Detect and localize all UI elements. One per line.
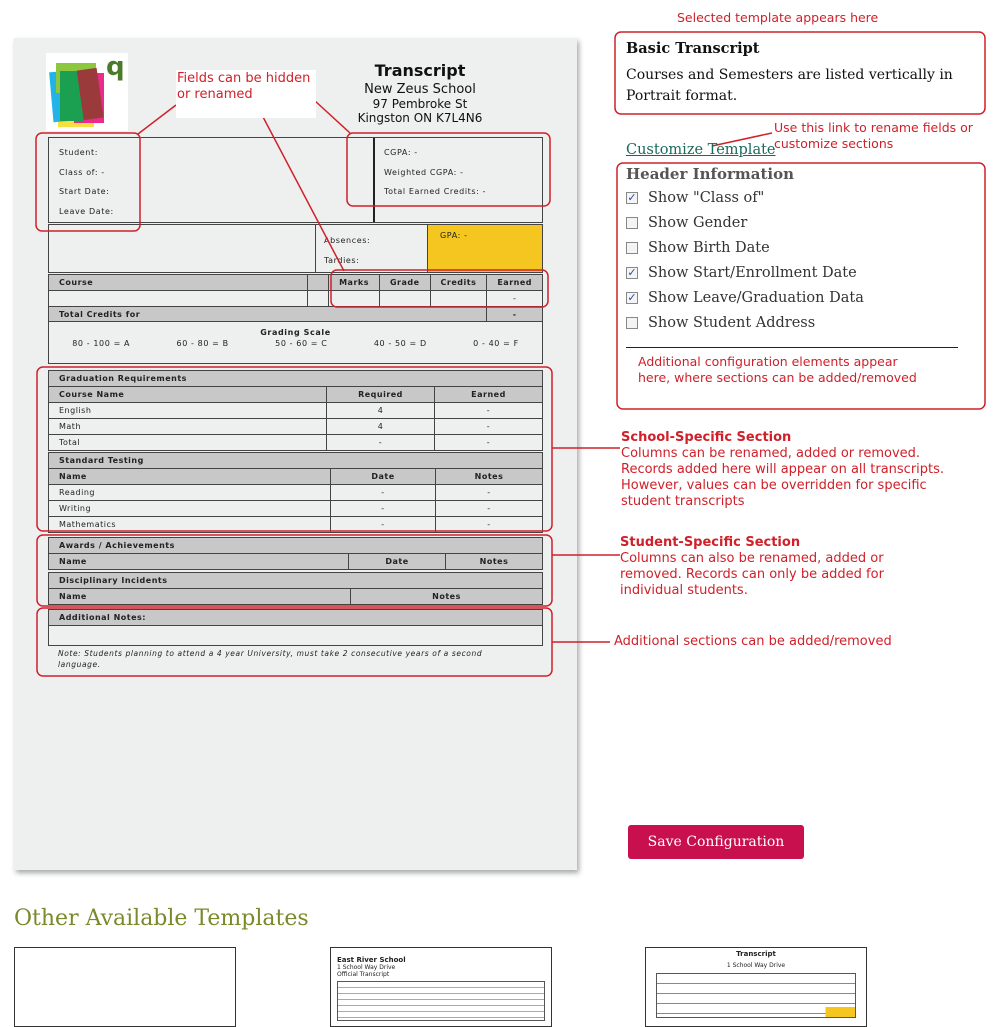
earned-value: - (487, 291, 543, 307)
selected-annotation: Selected template appears here (677, 10, 879, 25)
column-header: Required (327, 387, 435, 403)
column-header: Date (349, 554, 446, 570)
school-address-1: 97 Pembroke St (372, 97, 468, 111)
annotation-title: Student-Specific Section (620, 535, 801, 550)
cell: Math (49, 419, 327, 435)
marks-header: Marks (329, 275, 380, 291)
annotation-title: School-Specific Section (621, 430, 792, 445)
cell: - (436, 517, 543, 533)
course-header: Course (49, 275, 308, 291)
annotation-text: Columns can be renamed, added or removed. Records added here will appear on all transcripts. However, values can be overridden for specific student transcripts (621, 446, 945, 509)
header-information (626, 165, 966, 386)
config-annotation: Additional configuration elements appear here, where sections can be added/removed (638, 354, 917, 385)
leave-date-field: Leave Date: (59, 206, 114, 216)
customize-annotation: Use this link to rename fields or customize sections (774, 120, 973, 151)
column-header: Notes (351, 589, 543, 605)
total-credits-value: - (487, 307, 543, 323)
total-earned-credits-field: Total Earned Credits: - (384, 187, 487, 196)
header-option[interactable] (626, 260, 966, 285)
cell: - (331, 517, 436, 533)
customize-template-link[interactable]: Customize Template (626, 142, 776, 158)
save-configuration-button[interactable]: Save Configuration (628, 825, 804, 859)
fields-annotation: Fields can be hidden or renamed (176, 70, 316, 118)
school-name: New Zeus School (364, 82, 476, 97)
cell: Writing (49, 501, 331, 517)
student-field: Student: (59, 148, 98, 157)
column-header: Course Name (49, 387, 327, 403)
cell: - (435, 403, 543, 419)
total-credits-label: Total Credits for (49, 307, 487, 323)
grade-a: 80 - 100 = A (72, 339, 131, 348)
cell: Reading (49, 485, 331, 501)
header-information-title: Header Information (626, 165, 795, 183)
cell: English (49, 403, 327, 419)
header-option-label: Show Student Address (648, 314, 816, 331)
column-header: Earned (435, 387, 543, 403)
header-option-label: Show Birth Date (648, 239, 770, 256)
earned-header: Earned (487, 275, 543, 291)
start-date-field: Start Date: (59, 187, 110, 196)
cell: 4 (327, 403, 435, 419)
checkbox-checked[interactable]: ✓ (627, 265, 637, 279)
svg-text:q: q (106, 53, 125, 82)
cgpa-field: CGPA: - (384, 148, 418, 157)
cell: - (435, 419, 543, 435)
section-title: Additional Notes: (49, 610, 543, 626)
template-thumbnail-2[interactable] (330, 947, 552, 1027)
header-option[interactable] (626, 310, 966, 335)
template-thumbnail-3[interactable] (645, 947, 867, 1027)
class-of-field: Class of: - (59, 167, 105, 177)
grade-b: 60 - 80 = B (176, 339, 229, 348)
column-header: Name (49, 469, 331, 485)
column-header: Notes (436, 469, 543, 485)
cell: Total (49, 435, 327, 451)
grade-f: 0 - 40 = F (473, 339, 519, 348)
column-header: Name (49, 589, 351, 605)
other-templates-title: Other Available Templates (14, 906, 309, 931)
thumb-line: 1 School Way Drive (726, 962, 786, 969)
annotation-text: Columns can also be renamed, added or removed. Records can only be added for individual students. (620, 551, 884, 598)
header-option[interactable] (626, 185, 966, 210)
thumb-school: East River School (337, 956, 406, 964)
grade-d: 40 - 50 = D (373, 339, 427, 348)
cell: - (435, 435, 543, 451)
checkbox-checked[interactable]: ✓ (627, 190, 637, 204)
transcript-title: Transcript (374, 61, 466, 80)
header-option-label: Show Start/Enrollment Date (648, 264, 857, 281)
selected-template (626, 40, 976, 107)
checkbox-checked[interactable]: ✓ (627, 290, 637, 304)
additional-annotation: Additional sections can be added/removed (614, 634, 892, 649)
gpa-field: GPA: - (440, 231, 468, 240)
student-specific-annotation (620, 535, 910, 599)
section-title: Disciplinary Incidents (49, 573, 543, 589)
school-specific-annotation (621, 430, 961, 510)
cell: - (331, 501, 436, 517)
checkbox-unchecked[interactable] (626, 317, 638, 329)
template-thumbnail-1[interactable] (14, 947, 236, 1027)
grade-header: Grade (379, 275, 430, 291)
cell: - (331, 485, 436, 501)
section-title: Standard Testing (49, 453, 543, 469)
tardies-field: Tardies: (324, 256, 360, 265)
school-address-2: Kingston ON K7L4N6 (357, 111, 483, 125)
header-option[interactable] (626, 285, 966, 310)
column-header: Name (49, 554, 349, 570)
checkbox-unchecked[interactable] (626, 217, 638, 229)
weighted-cgpa-field: Weighted CGPA: - (384, 167, 464, 177)
column-header: Date (331, 469, 436, 485)
cell: - (327, 435, 435, 451)
cell: 4 (327, 419, 435, 435)
checkbox-unchecked[interactable] (626, 242, 638, 254)
section-title: Awards / Achievements (49, 538, 543, 554)
grading-scale-title: Grading Scale (260, 328, 331, 337)
column-header: Notes (446, 554, 543, 570)
absences-field: Absences: (324, 236, 371, 245)
thumb-line: 1 School Way Drive (337, 964, 396, 971)
section-title: Graduation Requirements (49, 371, 543, 387)
template-name: Basic Transcript (626, 40, 760, 57)
header-option[interactable] (626, 210, 966, 235)
notes-text: Note: Students planning to attend a 4 year University, must take 2 consecutive years of a second language. (58, 649, 483, 669)
template-description: Courses and Semesters are listed vertically in Portrait format. (626, 67, 953, 104)
header-option-label: Show Gender (648, 214, 748, 231)
grade-c: 50 - 60 = C (275, 339, 328, 348)
cell: - (436, 485, 543, 501)
header-option-label: Show "Class of" (648, 189, 765, 206)
thumb-title: Transcript (736, 950, 776, 958)
header-option-label: Show Leave/Graduation Data (648, 289, 864, 306)
credits-header: Credits (430, 275, 487, 291)
thumb-line: Official Transcript (337, 971, 390, 978)
cell: Mathematics (49, 517, 331, 533)
header-option[interactable] (626, 235, 966, 260)
cell: - (436, 501, 543, 517)
